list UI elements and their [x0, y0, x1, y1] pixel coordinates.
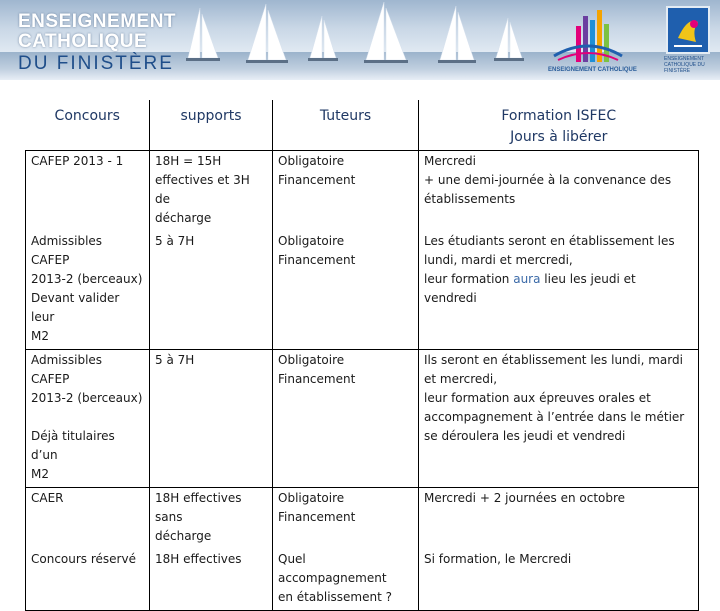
cell-text: 5 à 7H: [155, 353, 195, 367]
cell-text: M2: [31, 329, 49, 343]
table-row: [26, 350, 699, 488]
brand-line-3: DU FINISTÈRE: [18, 53, 174, 74]
cell-concours: [26, 549, 150, 611]
cell-text: leur formation aux épreuves orales et: [424, 391, 651, 405]
cell-supports: [150, 231, 273, 350]
cell-tuteurs: [273, 151, 419, 232]
cell-text: Financement: [278, 510, 356, 524]
cell-formation: [419, 151, 699, 232]
cell-text: Mercredi + 2 journées en octobre: [424, 491, 626, 505]
logo-caption: ENSEIGNEMENT CATHOLIQUE: [548, 67, 637, 73]
header-formation: [419, 100, 699, 151]
cell-concours: [26, 350, 150, 488]
logo-caption-line: ENSEIGNEMENT: [664, 56, 705, 62]
cell-text: Financement: [278, 253, 356, 267]
cell-text: 18H effectives sans: [155, 491, 242, 524]
cell-text: décharge: [155, 529, 212, 543]
header-tuteurs: Tuteurs: [273, 100, 419, 151]
cell-text: Concours réservé: [31, 552, 136, 566]
cell-text: effectives et 3H de: [155, 173, 250, 206]
cell-text: lieu les jeudi et: [544, 272, 636, 286]
cell-text: Obligatoire: [278, 154, 345, 168]
cell-text: + une demi-journée à la convenance des: [424, 173, 672, 187]
cell-text: Financement: [278, 372, 356, 386]
cell-text: leur formation: [424, 272, 510, 286]
cell-text: et mercredi,: [424, 372, 498, 386]
header-banner: [0, 0, 720, 80]
sail-icon: [386, 8, 406, 60]
cell-text-accent: aura: [513, 272, 541, 286]
cell-supports: [150, 151, 273, 232]
concours-table: [25, 100, 699, 611]
sail-icon: [366, 2, 384, 60]
cell-text: lundi, mardi et mercredi,: [424, 253, 573, 267]
sailboats-illustration: [170, 0, 550, 80]
cell-tuteurs: [273, 549, 419, 611]
cell-text: Obligatoire: [278, 491, 345, 505]
sail-icon: [440, 6, 456, 60]
cell-tuteurs: [273, 350, 419, 488]
cell-concours: [26, 151, 150, 232]
cell-text: Devant valider leur: [31, 291, 120, 324]
cell-text: Admissibles CAFEP: [31, 234, 103, 267]
cell-text: Obligatoire: [278, 234, 345, 248]
cell-text: CAFEP 2013 - 1: [31, 154, 124, 168]
cell-text: établissements: [424, 192, 516, 206]
cell-text: Déjà titulaires d’un: [31, 429, 115, 462]
diocese-finistere-logo: [664, 6, 712, 76]
header-formation-title: Formation ISFEC: [501, 108, 617, 124]
table-row: [26, 151, 699, 232]
logo-caption-line: FINISTÈRE: [664, 68, 691, 74]
logo-caption-line: CATHOLIQUE DU: [664, 62, 705, 68]
sail-icon: [188, 8, 200, 58]
cell-text: CAER: [31, 491, 64, 505]
cell-text: Mercredi: [424, 154, 477, 168]
sail-icon: [202, 14, 218, 58]
brand-line-2: CATHOLIQUE: [18, 31, 148, 52]
sail-icon: [310, 16, 322, 58]
cell-text: décharge: [155, 211, 212, 225]
sail-icon: [458, 12, 474, 60]
sail-icon: [496, 18, 508, 58]
logo-bars-icon: [548, 6, 626, 66]
cell-text: 2013-2 (berceaux): [31, 391, 143, 405]
table-header-row: [26, 100, 699, 151]
cell-text: 18H effectives: [155, 552, 242, 566]
cell-gap: [31, 408, 144, 427]
cell-text-mixed: [424, 270, 693, 289]
cell-formation: [419, 231, 699, 350]
cell-supports: [150, 549, 273, 611]
cell-text: Admissibles CAFEP: [31, 353, 103, 386]
table-row: [26, 231, 699, 350]
header-concours: Concours: [26, 100, 150, 151]
cell-text: 2013-2 (berceaux): [31, 272, 143, 286]
cell-text: Si formation, le Mercredi: [424, 552, 572, 566]
header-supports: supports: [150, 100, 273, 151]
sail-icon: [268, 10, 286, 60]
sail-icon: [510, 22, 522, 58]
cell-text: vendredi: [424, 291, 477, 305]
cell-text: accompagnement à l’entrée dans le métier: [424, 410, 685, 424]
table-row: [26, 549, 699, 611]
cell-text: Financement: [278, 173, 356, 187]
cell-text: M2: [31, 467, 49, 481]
brand-title: [18, 12, 176, 73]
cell-text: en établissement ?: [278, 590, 392, 604]
cell-tuteurs: [273, 231, 419, 350]
cell-formation: [419, 549, 699, 611]
cell-text: 18H = 15H: [155, 154, 222, 168]
cell-text: 5 à 7H: [155, 234, 195, 248]
cell-concours: [26, 231, 150, 350]
cell-formation: [419, 350, 699, 488]
cell-text: Obligatoire: [278, 353, 345, 367]
cell-text: Quel accompagnement: [278, 552, 387, 585]
brand-line-1: ENSEIGNEMENT: [18, 11, 177, 32]
cell-text: Ils seront en établissement les lundi, mardi: [424, 353, 683, 367]
enseignement-catholique-logo: [548, 6, 637, 76]
sail-icon: [324, 20, 336, 58]
cell-text: Les étudiants seront en établissement les: [424, 234, 675, 248]
cell-supports: [150, 350, 273, 488]
diocese-emblem-icon: [666, 6, 710, 54]
header-formation-subtitle: Jours à libérer: [510, 129, 608, 145]
sail-icon: [248, 4, 266, 60]
cell-text: se déroulera les jeudi et vendredi: [424, 429, 626, 443]
